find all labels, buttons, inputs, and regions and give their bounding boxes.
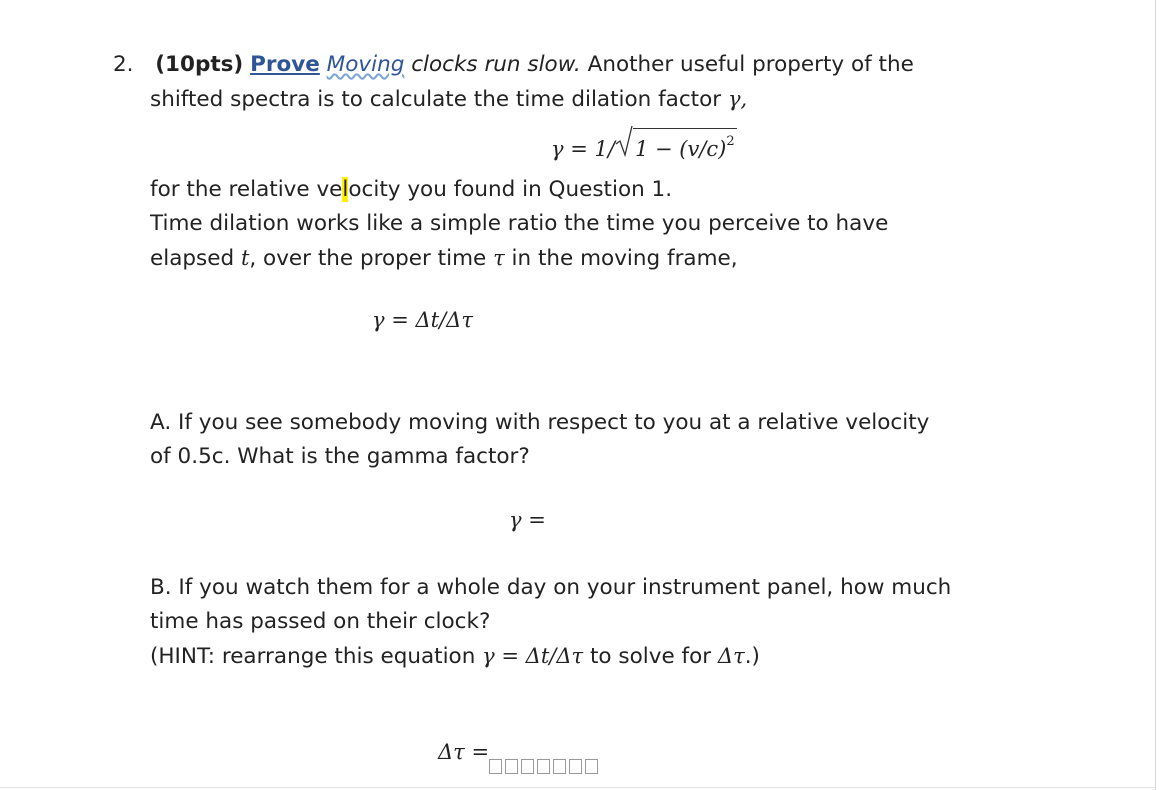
prove-word: Prove <box>250 52 320 77</box>
intro-line-2-text: shifted spectra is to calculate the time dilation factor <box>150 87 722 112</box>
placeholder-box-icon <box>553 759 566 774</box>
sqrt-radicand <box>633 128 737 162</box>
moving-word: Moving <box>326 52 405 77</box>
placeholder-box-icon <box>505 759 518 774</box>
var-t: t <box>240 246 250 270</box>
hint-part-b: to solve for <box>583 644 718 669</box>
sqrt-icon <box>615 124 633 158</box>
placeholder-box-icon <box>585 759 598 774</box>
hint-formula: γ = Δt/Δτ <box>482 644 584 668</box>
hint-var-tau: Δτ <box>717 644 745 668</box>
placeholder-box-icon <box>569 759 582 774</box>
part-a-line-2: of 0.5c. What is the gamma factor? <box>150 444 530 469</box>
line5-part-b: , over the proper time <box>249 246 494 271</box>
intro-line-3 <box>150 175 672 205</box>
intro-line-5 <box>150 243 738 274</box>
line5-part-a: elapsed <box>150 246 241 271</box>
question-points: (10pts) <box>155 52 244 77</box>
question-number: 2. <box>113 52 134 77</box>
sqrt-expression <box>615 128 737 162</box>
gamma-formula-lhs: γ = 1/ <box>551 137 615 161</box>
question-heading <box>113 50 914 80</box>
radicand-text: 1 − (v/c) <box>634 137 727 161</box>
line5-part-c: in the moving frame, <box>504 246 738 271</box>
ratio-formula: γ = Δt/Δτ <box>372 308 473 332</box>
placeholder-box-icon <box>489 759 502 774</box>
page-edge-right <box>1155 0 1156 790</box>
part-b-line-2: time has passed on their clock? <box>150 609 491 634</box>
intro-tail: Another useful property of the <box>587 52 914 77</box>
part-a-answer-label[interactable]: γ = <box>509 508 546 532</box>
part-b-hint <box>150 641 760 672</box>
hint-part-c: .) <box>744 644 760 669</box>
gamma-symbol: γ, <box>727 87 748 111</box>
part-b-line-1: B. If you watch them for a whole day on your instrument panel, how much <box>150 575 952 600</box>
cursor-highlight[interactable]: l <box>342 177 349 202</box>
line3-part-b: ocity you found in Question 1. <box>348 177 673 202</box>
part-b-answer[interactable] <box>438 740 601 774</box>
part-b-answer-label: Δτ = <box>438 740 490 764</box>
title-rest: clocks run slow. <box>411 52 581 77</box>
placeholder-box-icon <box>521 759 534 774</box>
line3-part-a: for the relative ve <box>150 177 343 202</box>
var-tau: τ <box>493 246 505 270</box>
intro-line-2 <box>150 84 747 115</box>
placeholder-glyph-boxes <box>489 750 601 774</box>
part-a-line-1: A. If you see somebody moving with respect to you at a relative velocity <box>150 410 930 435</box>
hint-part-a: (HINT: rearrange this equation <box>150 644 483 669</box>
radicand-exponent: 2 <box>726 134 735 149</box>
page-edge-bottom <box>0 787 1156 788</box>
placeholder-box-icon <box>537 759 550 774</box>
intro-line-4: Time dilation works like a simple ratio the time you perceive to have <box>150 211 889 236</box>
gamma-formula <box>551 128 737 162</box>
